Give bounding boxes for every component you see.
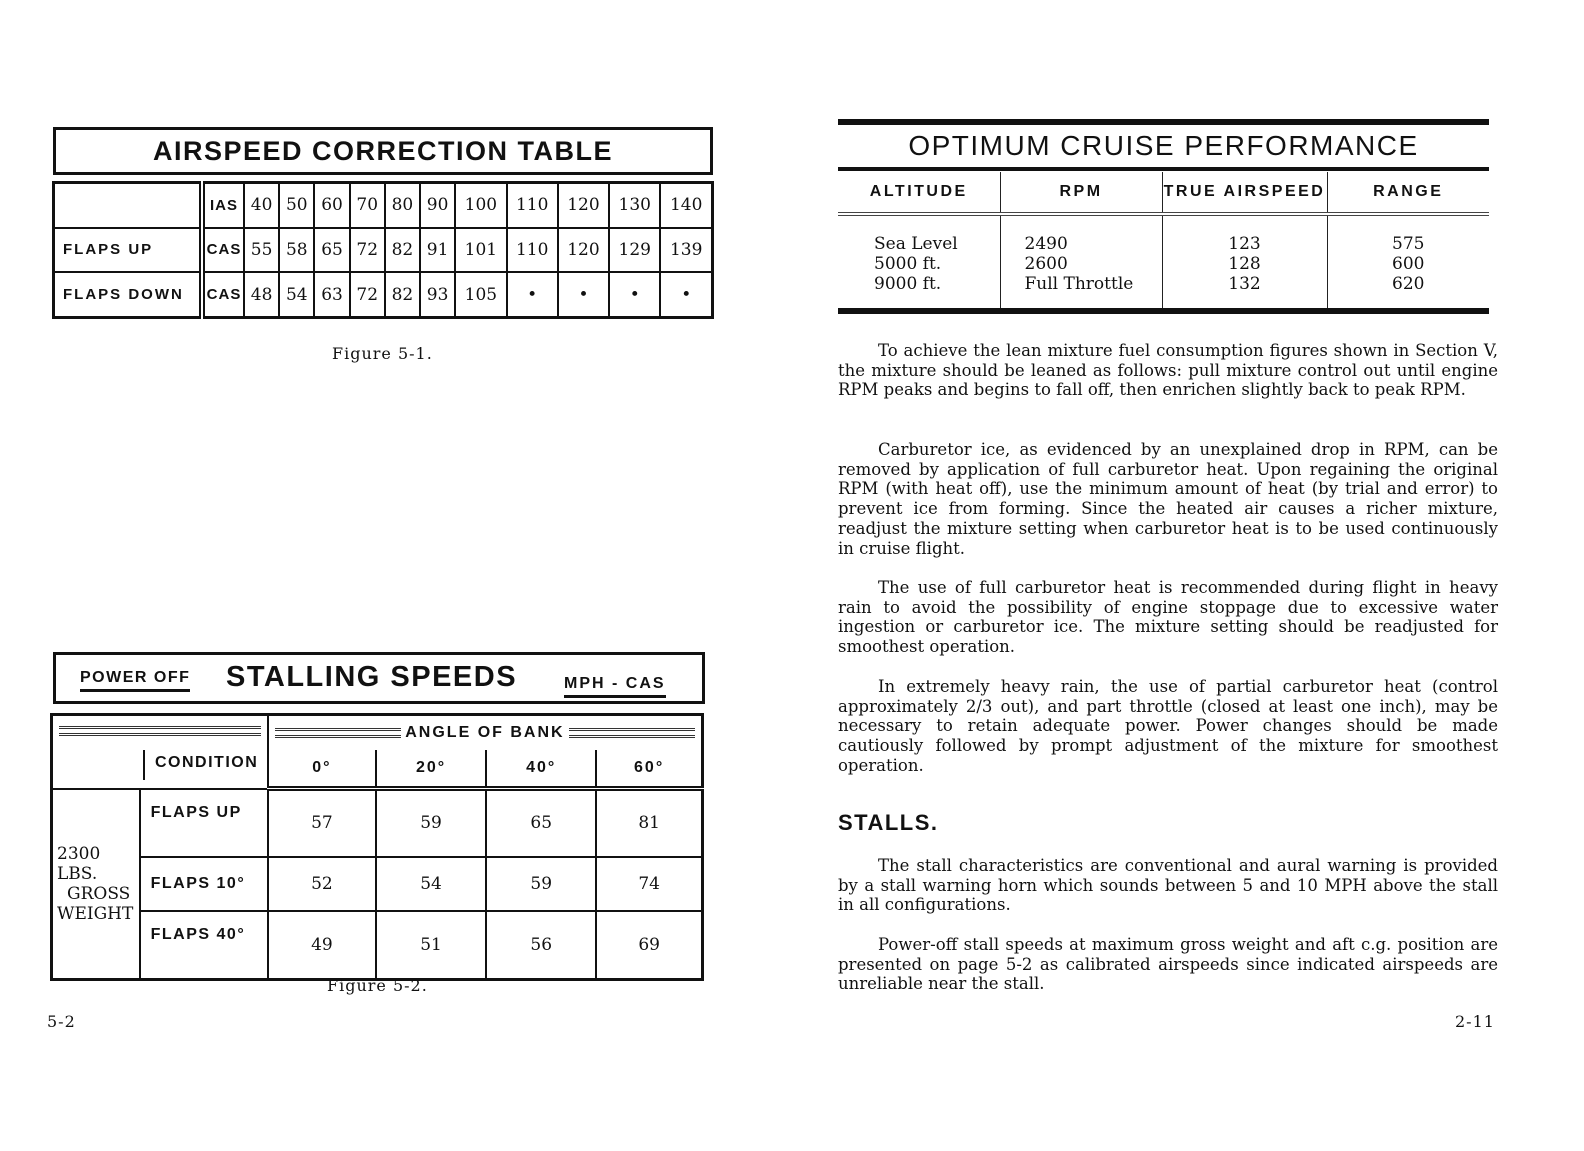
paragraph: In extremely heavy rain, the use of partial carburetor heat (control approximately 2/3 out), and part throttle (closed at least one inch), may be necessary to retain adequate power. Power changes should be made cautiously followed by prompt adjustment of the mixture for smoothest operation. [838,677,1498,775]
speed-cell: 69 [596,911,702,980]
speed-cell: 59 [376,789,486,857]
paragraph: Carburetor ice, as evidenced by an unexplained drop in RPM, can be removed by application of full carburetor heat. Upon regaining the original RPM (with heat off), use the minimum amount of heat (by trial and error) to prevent ice from forming. Since the heated air causes a richer mixture, readjust the mixture setting when carburetor heat is to be used continuously in cruise flight. [838,440,1498,558]
cas-cell: 58 [279,228,314,273]
header-rule [275,728,401,738]
cell-line: 620 [1392,274,1425,294]
angle-header: 0° [268,750,376,789]
altitude-cell [838,214,1000,311]
table-row [838,214,1489,311]
speed-cell: 52 [268,857,376,911]
cas-cell: 82 [385,228,420,273]
speed-cell: 65 [486,789,596,857]
cas-cell: 101 [455,228,506,273]
cell-line: 600 [1392,254,1425,274]
cas-cell: 63 [314,272,349,317]
column-header: ALTITUDE [838,172,1000,214]
row-label-flaps-up: FLAPS UP [54,228,203,273]
cas-label: CAS [202,228,244,273]
speed-cell: 56 [486,911,596,980]
column-header: TRUE AIRSPEED [1162,172,1327,214]
stalling-speeds-title-box [53,652,705,704]
cell-line: 9000 ft. [874,274,942,294]
airspeed-correction-table [52,181,714,319]
row-label-flaps-down: FLAPS DOWN [54,272,203,317]
cas-cell: • [507,272,558,317]
weight-label [52,789,140,980]
ias-cell: 140 [660,183,712,228]
table-row [54,183,713,228]
condition-cell: FLAPS 10° [140,857,268,911]
cas-cell: 93 [420,272,455,317]
table-row [52,911,703,980]
speed-cell: 59 [486,857,596,911]
range-cell [1327,214,1489,311]
page-number-left: 5-2 [47,1012,76,1031]
figure-caption: Figure 5-2. [327,976,428,995]
paragraph: Power-off stall speeds at maximum gross weight and aft c.g. position are presented on page 5-2 as calibrated airspeeds since indicated airspeeds are unreliable near the stall. [838,935,1498,994]
cas-cell: • [558,272,609,317]
cas-cell: 55 [244,228,279,273]
condition-header: CONDITION [155,754,259,771]
units-label: MPH - CAS [564,675,666,698]
figure-caption: Figure 5-1. [332,344,433,363]
cas-cell: 72 [350,272,385,317]
ias-cell: 100 [455,183,506,228]
ias-label: IAS [202,183,244,228]
speed-cell: 49 [268,911,376,980]
header-corner [52,715,268,789]
condition-cell: FLAPS 40° [140,911,268,980]
cell-line: Full Throttle [1024,274,1134,294]
ias-cell: 80 [385,183,420,228]
table-row [54,272,713,317]
weight-line: 2300 LBS. [57,843,101,884]
column-header: RANGE [1327,172,1489,214]
header-rule [59,726,261,736]
cas-cell: 129 [609,228,660,273]
airspeed-cell [1162,214,1327,311]
speed-cell: 57 [268,789,376,857]
condition-cell: FLAPS UP [140,789,268,857]
cell-line: 2490 [1024,234,1068,254]
table-row [52,789,703,857]
speed-cell: 81 [596,789,702,857]
cas-cell: 120 [558,228,609,273]
ias-cell: 40 [244,183,279,228]
cell-line: 132 [1228,274,1261,294]
angle-header: 40° [486,750,596,789]
cas-cell: 72 [350,228,385,273]
angle-header: 60° [596,750,702,789]
cas-label: CAS [202,272,244,317]
cas-cell: 105 [455,272,506,317]
ias-cell: 50 [279,183,314,228]
cell-line: 128 [1228,254,1261,274]
cell-line: 575 [1392,234,1425,254]
paragraph: The use of full carburetor heat is recommended during flight in heavy rain to avoid the possibility of engine stoppage due to excessive water ingestion or carburetor ice. The mixture setting should be readjusted for smoothest operation. [838,578,1498,657]
ias-cell: 110 [507,183,558,228]
airspeed-table-title: AIRSPEED CORRECTION TABLE [53,127,713,175]
power-off-label: POWER OFF [80,669,190,692]
optimum-cruise-table [838,172,1489,314]
speed-cell: 54 [376,857,486,911]
header-rule [569,728,695,738]
ias-cell: 90 [420,183,455,228]
ias-cell: 60 [314,183,349,228]
cell-line: 2600 [1024,254,1068,274]
ias-cell: 120 [558,183,609,228]
stalling-speeds-title: STALLING SPEEDS [226,661,518,693]
angle-of-bank-header-cell [268,715,703,751]
cell-line: 5000 ft. [874,254,942,274]
ias-cell: 70 [350,183,385,228]
speed-cell: 74 [596,857,702,911]
cell-line: 123 [1228,234,1261,254]
cruise-table-title: OPTIMUM CRUISE PERFORMANCE [838,119,1489,171]
cas-cell: 139 [660,228,712,273]
column-header: RPM [1000,172,1162,214]
section-heading: STALLS. [838,810,939,835]
cas-cell: 54 [279,272,314,317]
paragraph: To achieve the lean mixture fuel consumption figures shown in Section V, the mixture should be leaned as follows: pull mixture control out until engine RPM peaks and begins to fall off, then enrichen slightly back to peak RPM. [838,341,1498,400]
cas-cell: • [609,272,660,317]
cas-cell: 110 [507,228,558,273]
table-corner [54,183,203,228]
speed-cell: 51 [376,911,486,980]
weight-line: GROSS [67,883,131,904]
cell-line: Sea Level [874,234,958,254]
cas-cell: • [660,272,712,317]
page-number-right: 2-11 [1455,1012,1495,1031]
stalling-speeds-table [50,713,704,981]
weight-line: WEIGHT [57,903,134,924]
ias-cell: 130 [609,183,660,228]
cas-cell: 82 [385,272,420,317]
paragraph: The stall characteristics are conventional and aural warning is provided by a stall warning horn which sounds between 5 and 10 MPH above the stall in all configurations. [838,856,1498,915]
rpm-cell [1000,214,1162,311]
angle-header: 20° [376,750,486,789]
table-row [52,857,703,911]
cas-cell: 65 [314,228,349,273]
cas-cell: 91 [420,228,455,273]
table-row [52,715,703,751]
table-row [54,228,713,273]
angle-of-bank-header: ANGLE OF BANK [405,724,565,741]
cas-cell: 48 [244,272,279,317]
table-row [838,172,1489,214]
